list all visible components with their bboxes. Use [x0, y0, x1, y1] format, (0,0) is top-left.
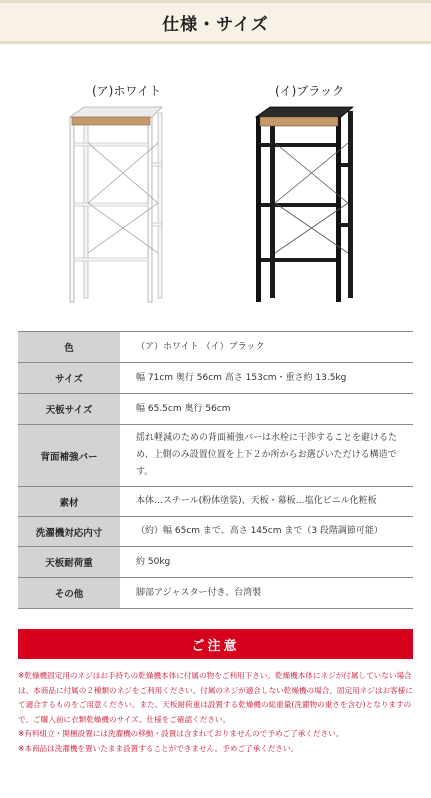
table-row	[18, 332, 413, 363]
note-text: ※有料組立・開梱設置には洗濯機の移動・設置は含まれておりませんので予めご了承ください。	[18, 729, 344, 738]
notice-title: ご注意	[191, 638, 240, 654]
spec-value: （約）幅 65cm まで、高さ 145cm まで（3 段階調節可能）	[120, 517, 413, 547]
table-row	[18, 547, 413, 578]
product-label-black: (イ)ブラック	[275, 84, 345, 98]
table-row	[18, 578, 413, 609]
spec-key: 背面補強バー	[18, 425, 120, 487]
spec-value: （ア）ホワイト （イ）ブラック	[120, 332, 413, 363]
notice-notes	[18, 669, 413, 756]
black-rack-image	[248, 103, 368, 303]
section-header	[0, 0, 431, 44]
spec-value: 本体…スチール(粉体塗装)、天板・幕板…塩化ビニル化粧板	[120, 487, 413, 517]
table-row	[18, 517, 413, 547]
spec-key: サイズ	[18, 363, 120, 394]
table-row	[18, 394, 413, 425]
spec-value: 脚部アジャスター付き、台湾製	[120, 578, 413, 609]
note-text: ※本商品は洗濯機を置いたまま設置することができません。予めご了承ください。	[18, 743, 299, 753]
notice-banner	[18, 629, 413, 659]
note-text: ※乾燥機固定用のネジはお手持ちの乾燥機本体に付属の物をご利用下さい。乾燥機本体にネジが付属していない場合は、本商品に付属の２種類のネジをご利用ください。付属のネジが適合しない乾燥機の場合、固定用ネジはお客様にて適合するものをご用意ください。また、天板耐荷重は設置する乾燥機の総重量(洗濯物の重さを含む)となりますので、ご購入前に衣類乾燥機のサイズ、仕様をご確認ください。	[18, 671, 413, 724]
spec-key: その他	[18, 578, 120, 609]
spec-key: 色	[18, 332, 120, 363]
product-label-white: (ア)ホワイト	[92, 84, 162, 98]
spec-value: 揺れ軽減のための背面補強バーは水栓に干渉することを避けるため、上側のみ設置位置を上下２か所からお選びいただける構造です。	[120, 425, 413, 487]
spec-key: 天板耐荷重	[18, 547, 120, 578]
spec-value: 幅 65.5cm 奥行 56cm	[120, 394, 413, 425]
table-row	[18, 425, 413, 487]
spec-key: 素材	[18, 487, 120, 517]
spec-table	[18, 331, 413, 609]
spec-value: 約 50kg	[120, 547, 413, 578]
spec-key: 洗濯機対応内寸	[18, 517, 120, 547]
page-title: 仕様・サイズ	[162, 14, 269, 35]
spec-key: 天板サイズ	[18, 394, 120, 425]
table-row	[18, 363, 413, 394]
spec-value: 幅 71cm 奥行 56cm 高さ 153cm・重さ約 13.5kg	[120, 363, 413, 394]
white-rack-image	[62, 103, 182, 303]
table-row	[18, 487, 413, 517]
